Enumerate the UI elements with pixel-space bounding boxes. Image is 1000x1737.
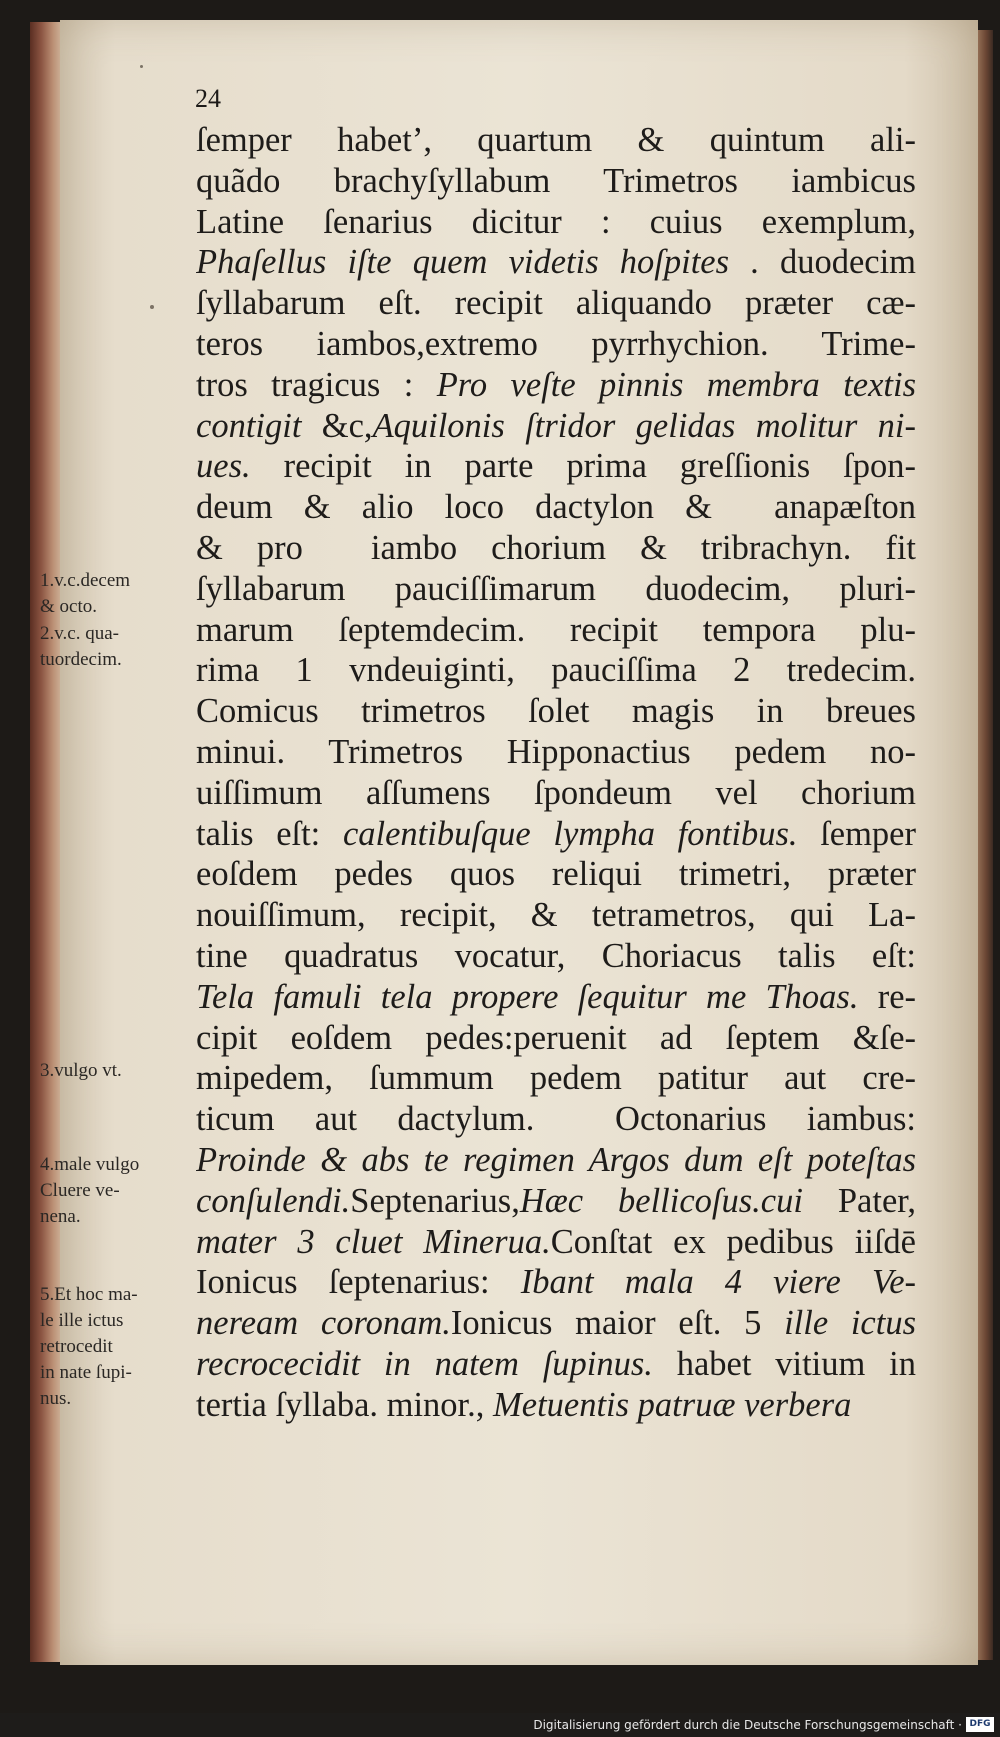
text-line — [196, 1262, 916, 1303]
text-line — [196, 487, 916, 528]
text-segment: rima 1 vndeuiginti, pauciſſima 2 tredecim. — [196, 651, 916, 690]
text-line — [196, 610, 916, 651]
text-line — [196, 120, 916, 161]
text-line — [196, 1222, 916, 1263]
margin-note-line: 3.vulgo vt. — [40, 1060, 122, 1081]
text-segment: Conſtat ex pedibus iiſdē — [550, 1222, 916, 1261]
italic-text-segment: Hæc bellicoſus.cui — [519, 1181, 803, 1220]
text-line — [196, 161, 916, 202]
margin-note-line: & octo. — [40, 596, 97, 617]
text-segment: talis eſt: — [196, 814, 343, 853]
text-segment: eoſdem pedes quos reliqui trimetri, præter — [196, 855, 916, 894]
text-segment: tros tragicus : — [196, 365, 437, 404]
paper-speck — [150, 305, 154, 309]
viewer-footer — [0, 1713, 1000, 1737]
text-segment: Ionicus ſeptenarius: — [196, 1263, 521, 1302]
text-segment: ſemper habet — [196, 121, 412, 159]
italic-text-segment: Ibant mala 4 viere Ve- — [520, 1263, 916, 1302]
margin-note-5 — [40, 1282, 205, 1412]
text-segment: ticum aut dactylum. Octonarius iambus: — [196, 1100, 916, 1139]
text-line — [196, 895, 916, 936]
text-line — [196, 365, 916, 406]
italic-text-segment: contigit — [196, 406, 302, 445]
margin-note-line: le ille ictus — [40, 1310, 124, 1331]
italic-text-segment: mater 3 cluet Minerua. — [196, 1222, 551, 1261]
margin-note-line: 2.v.c. qua- — [40, 623, 119, 644]
italic-text-segment: Tela famuli tela propere ſequitur me Thoas. — [196, 977, 859, 1016]
text-line — [196, 406, 916, 447]
text-segment: nouiſſimum, recipit, & tetrametros, qui La- — [196, 896, 916, 935]
text-segment: Comicus trimetros ſolet magis in breues — [196, 692, 916, 731]
text-line — [196, 1058, 916, 1099]
text-segment: marum ſeptemdecim. recipit tempora plu- — [196, 610, 916, 649]
text-segment: cipit eoſdem pedes:peruenit ad ſeptem &ſe- — [196, 1018, 916, 1057]
text-line — [196, 1344, 916, 1385]
text-segment: Septenarius, — [350, 1181, 520, 1220]
italic-text-segment: Phaſellus iſte quem videtis hoſpites — [196, 243, 730, 282]
italic-text-segment: Pro veſte pinnis membra textis — [436, 365, 916, 404]
margin-note-line: nena. — [40, 1206, 81, 1227]
text-segment: quãdo brachyſyllabum Trimetros iambicus — [196, 161, 916, 200]
text-segment: ſemper — [797, 814, 916, 853]
text-line — [196, 936, 916, 977]
italic-text-segment: ues. — [196, 447, 251, 486]
text-line — [196, 242, 916, 283]
text-segment: ſyllabarum eſt. recipit aliquando præter cæ- — [196, 284, 916, 323]
text-segment: ’, quartum & quintum ali- — [411, 121, 916, 159]
text-line — [196, 1099, 916, 1140]
page-number: 24 — [195, 84, 221, 113]
text-line — [196, 202, 916, 243]
margin-note-4 — [40, 1152, 205, 1230]
text-segment: Ionicus maior eſt. 5 — [450, 1304, 785, 1343]
italic-text-segment: recrocecidit in natem ſupinus. — [196, 1344, 653, 1383]
funding-credit: Digitalisierung gefördert durch die Deutsche Forschungsgemeinschaft · — [533, 1718, 962, 1732]
margin-note-line: retrocedit — [40, 1336, 113, 1357]
text-segment: Pater, — [802, 1181, 916, 1220]
text-line — [196, 324, 916, 365]
text-line — [196, 977, 916, 1018]
text-line — [196, 1385, 916, 1426]
margin-note-1 — [40, 568, 205, 620]
text-segment: . duodecim — [729, 243, 916, 282]
margin-note-line: tuordecim. — [40, 649, 122, 670]
text-segment: tine quadratus vocatur, Choriacus talis eſt: — [196, 936, 916, 975]
margin-note-line: 4.male vulgo — [40, 1154, 140, 1175]
text-line — [196, 854, 916, 895]
italic-text-segment: calentibuſque lympha fontibus. — [342, 814, 798, 853]
paper-speck — [140, 65, 143, 68]
text-line — [196, 814, 916, 855]
text-segment: Latine ſenarius dicitur : cuius exemplum, — [196, 202, 916, 241]
text-segment: minui. Trimetros Hipponactius pedem no- — [196, 732, 916, 771]
text-line — [196, 650, 916, 691]
text-line — [196, 283, 916, 324]
text-segment: recipit in parte prima greſſionis ſpon- — [250, 447, 916, 486]
margin-note-line: 5.Et hoc ma- — [40, 1284, 138, 1305]
text-segment: uiſſimum aſſumens ſpondeum vel chorium — [196, 773, 916, 812]
text-line — [196, 1140, 916, 1181]
text-segment: &c, — [301, 406, 373, 445]
margin-note-line: Cluere ve- — [40, 1180, 120, 1201]
text-line — [196, 732, 916, 773]
text-segment: ſyllabarum pauciſſimarum duodecim, pluri- — [196, 569, 916, 608]
text-line — [196, 446, 916, 487]
italic-text-segment: conſulendi. — [196, 1181, 351, 1220]
text-line — [196, 1181, 916, 1222]
text-line — [196, 569, 916, 610]
margin-note-3 — [40, 1058, 205, 1084]
text-segment: deum & alio loco dactylon & anapæſton — [196, 488, 916, 527]
text-line — [196, 528, 916, 569]
italic-text-segment: Aquilonis ſtridor gelidas molitur ni- — [372, 406, 916, 445]
book-edge-left — [30, 22, 62, 1662]
italic-text-segment: Metuentis patruæ verbera — [493, 1385, 852, 1424]
text-segment: mipedem, ſummum pedem patitur aut cre- — [196, 1059, 916, 1098]
text-segment: habet vitium in — [652, 1344, 916, 1383]
margin-note-line: nus. — [40, 1388, 72, 1409]
text-line — [196, 1303, 916, 1344]
text-line — [196, 1018, 916, 1059]
text-segment: teros iambos,extremo pyrrhychion. Trime- — [196, 324, 916, 363]
text-segment: tertia ſyllaba. minor., — [196, 1385, 494, 1424]
text-segment: re- — [858, 977, 916, 1016]
dfg-logo: DFG — [966, 1717, 994, 1732]
italic-text-segment: Proinde & abs te regimen Argos dum eſt poteſtas — [196, 1140, 916, 1179]
margin-note-2 — [40, 621, 205, 673]
text-line — [196, 773, 916, 814]
text-line — [196, 691, 916, 732]
margin-note-line: in nate ſupi- — [40, 1362, 132, 1383]
italic-text-segment: neream coronam. — [196, 1304, 451, 1343]
main-text-block — [196, 120, 916, 1426]
italic-text-segment: ille ictus — [784, 1304, 916, 1343]
text-segment: & pro iambo chorium & tribrachyn. fit — [196, 528, 916, 567]
margin-note-line: 1.v.c.decem — [40, 570, 131, 591]
